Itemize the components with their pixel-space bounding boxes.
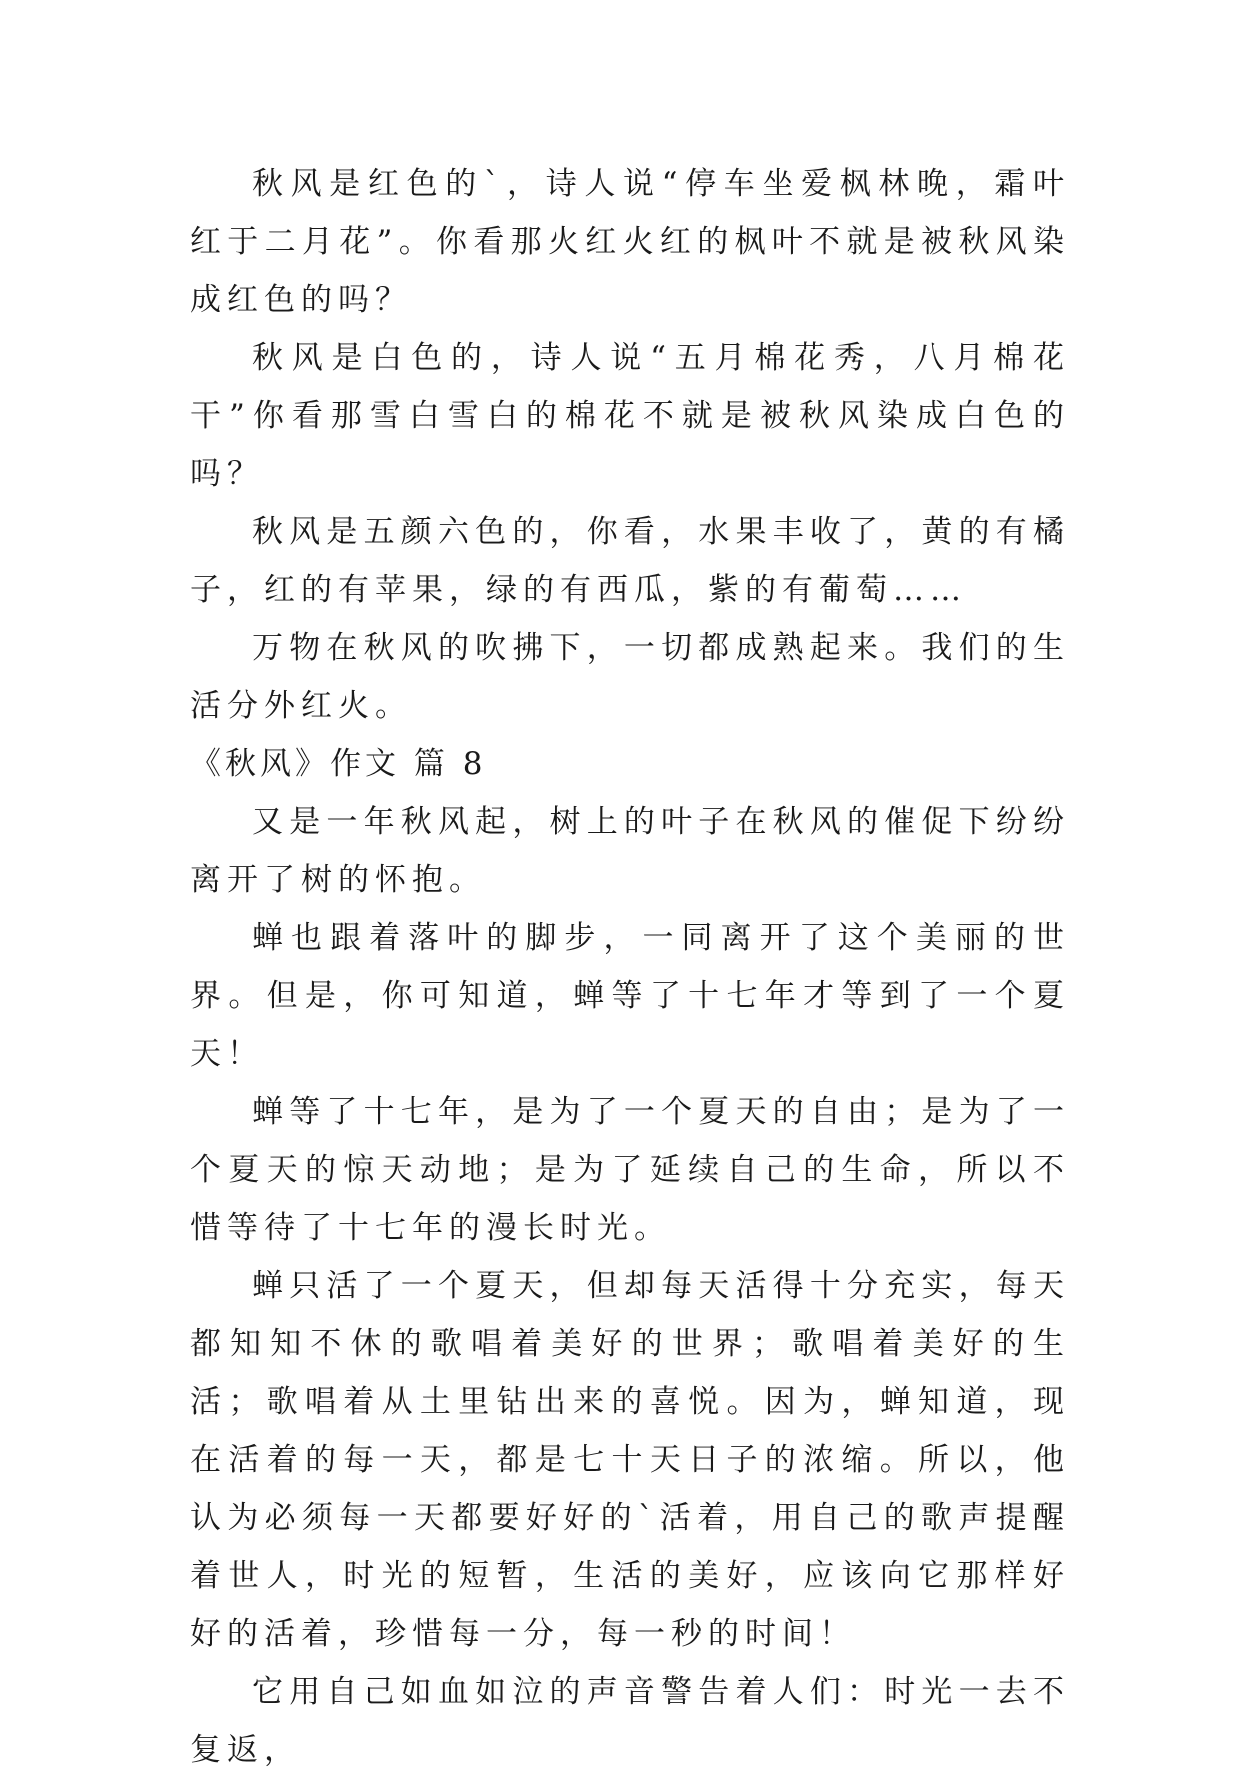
paragraph: 秋风是五颜六色的，你看，水果丰收了，黄的有橘子，红的有苹果，绿的有西瓜，紫的有葡萄…… <box>190 514 1070 608</box>
section-heading: 《秋风》作文 篇 8 <box>190 746 487 782</box>
paragraph: 蝉等了十七年，是为了一个夏天的自由；是为了一个夏天的惊天动地；是为了延续自己的生命，所以不惜等待了十七年的漫长时光。 <box>190 1094 1070 1246</box>
paragraph: 它用自己如血如泣的声音警告着人们：时光一去不复返， <box>190 1674 1070 1768</box>
paragraph: 蝉只活了一个夏天，但却每天活得十分充实，每天都知知不休的歌唱着美好的世界；歌唱着美好的生活；歌唱着从土里钻出来的喜悦。因为，蝉知道，现在活着的每一天，都是七十天日子的浓缩。所以，他认为必须每一天都要好好的`活着，用自己的歌声提醒着世人，时光的短暂，生活的美好，应该向它那样好好的活着，珍惜每一分，每一秒的时间！ <box>190 1268 1070 1652</box>
paragraph: 蝉也跟着落叶的脚步，一同离开了这个美丽的世界。但是，你可知道，蝉等了十七年才等到了一个夏天！ <box>190 920 1070 1072</box>
document-body <box>190 155 1070 1779</box>
paragraph: 万物在秋风的吹拂下，一切都成熟起来。我们的生活分外红火。 <box>190 630 1070 724</box>
paragraph: 又是一年秋风起，树上的叶子在秋风的催促下纷纷离开了树的怀抱。 <box>190 804 1070 898</box>
paragraph: 秋风是红色的`，诗人说“停车坐爱枫林晚，霜叶红于二月花”。你看那火红火红的枫叶不就是被秋风染成红色的吗？ <box>190 166 1070 318</box>
paragraph: 秋风是白色的，诗人说“五月棉花秀，八月棉花干”你看那雪白雪白的棉花不就是被秋风染成白色的吗？ <box>190 340 1070 492</box>
